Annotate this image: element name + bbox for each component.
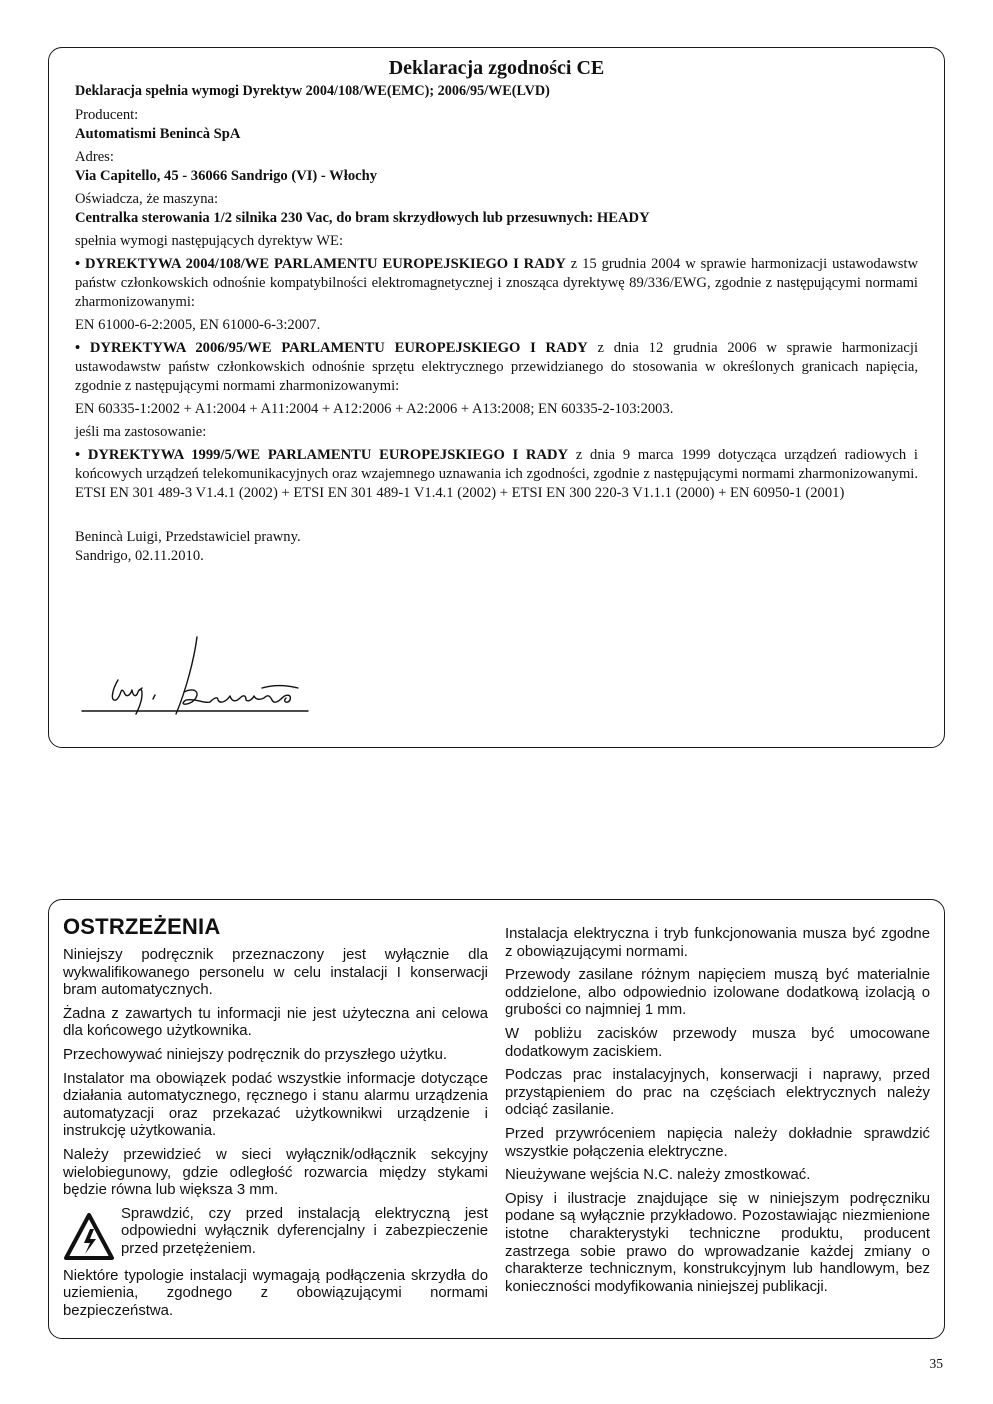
directive-2-norms: EN 60335-1:2002 + A1:2004 + A11:2004 + A12:2006 + A2:2006 + A13:2008; EN 60335-2-103:2003. — [75, 401, 674, 417]
hazard-warning — [63, 1206, 488, 1262]
machine-block — [75, 190, 918, 228]
warning-paragraph: Przed przywróceniem napięcia należy dokładnie sprawdzić wszystkie połączenia elektryczne. — [505, 1125, 930, 1160]
warning-paragraph: W pobliżu zacisków przewody musza być umocowane dodatkowym zaciskiem. — [505, 1025, 930, 1060]
warnings-box — [48, 899, 945, 1339]
warning-paragraph: Przechowywać niniejszy podręcznik do przyszłego użytku. — [63, 1046, 448, 1063]
machine-value: Centralka sterowania 1/2 silnika 230 Vac, do bram skrzydłowych lub przesuwnych: HEADY — [75, 210, 650, 226]
warning-paragraph: Opisy i ilustracje znajdujące się w niniejszym podręczniku podane są wyłącznie przykładowo. Pozostawiając niezmienione istotne charakterystyki techniczne produktu, producent zastrzega sobie prawo do wprowadzanie każdej zmiany o charakterze technicznym, konstrukcyjnym lub handlowym, bez konieczności modyfikowania niniejszej publikacji. — [505, 1190, 930, 1295]
warnings-left-column — [63, 947, 488, 1327]
directive-2 — [75, 339, 918, 396]
address-value: Via Capitello, 45 - 36066 Sandrigo (VI) - Włochy — [75, 168, 378, 184]
warning-paragraph: Niniejszy podręcznik przeznaczony jest wyłącznie dla wykwalifikowanego personelu w celu instalacji I konserwacji bram automatycznych. — [63, 947, 488, 999]
warning-paragraph: Nieużywane wejścia N.C. należy zmostkować. — [505, 1167, 811, 1184]
warning-paragraph: Instalator ma obowiązek podać wszystkie informacje dotyczące działania automatycznego, ręcznego i stanu alarmu urządzenia automatyzacji oraz przekazać użytkownikwi urządzenie i instrukcję użytkowania. — [63, 1070, 488, 1140]
electric-hazard-icon — [63, 1212, 115, 1262]
machine-label: Oświadcza, że maszyna: — [75, 191, 219, 207]
producer-name: Automatismi Benincà SpA — [75, 126, 241, 142]
signature-image — [80, 630, 320, 720]
directive-3-text: z dnia 9 marca 1999 dotycząca urządzeń radiowych i końcowych urządzeń telekomunikacyjnych oraz wzajemnego uznawania ich zgodności, zgodnie z następującymi normami zharmonizowanymi. ETSI EN 301 489-3 V1.4.1 (2002) + ETSI EN 301 489-1 V1.4.1 (2002) + ETSI EN 300 220-3 V1.1.1 (2000) + EN 60950-1 (2001) — [75, 447, 918, 501]
declaration-title: Deklaracja zgodności CE — [388, 57, 605, 79]
directive-1-norms: EN 61000-6-2:2005, EN 61000-6-3:2007. — [75, 317, 321, 333]
directive-2-head: • DYREKTYWA 2006/95/WE PARLAMENTU EUROPEJSKIEGO I RADY — [75, 340, 588, 356]
address-block — [75, 148, 918, 186]
representative: Benincà Luigi, Przedstawiciel prawny. — [75, 529, 301, 545]
directive-2-text: z dnia 12 grudnia 2006 w sprawie harmonizacji ustawodawstw państw członkowskich odnośnie sprzętu elektrycznego przewidzianego do stosowania w określonych granicach napięcia, zgodnie z następującymi normami zharmonizowanymi: — [75, 340, 918, 394]
producer-block — [75, 106, 918, 144]
producer-label: Producent: — [75, 107, 139, 123]
warning-paragraph: Niektóre typologie instalacji wymagają podłączenia skrzydła do uziemienia, zgodnego z obowiązującymi normami bezpieczeństwa. — [63, 1267, 488, 1319]
declaration-subtitle: Deklaracja spełnia wymogi Dyrektyw 2004/108/WE(EMC); 2006/95/WE(LVD) — [75, 83, 550, 99]
warning-paragraph: Żadna z zawartych tu informacji nie jest użyteczna ani celowa dla końcowego użytkownika. — [63, 1005, 488, 1040]
place-date: Sandrigo, 02.11.2010. — [75, 548, 204, 564]
directive-3 — [75, 446, 918, 503]
directive-1 — [75, 255, 918, 312]
page-number: 35 — [929, 1356, 943, 1371]
requirements-intro: spełnia wymogi następujących dyrektyw WE: — [75, 233, 344, 249]
directive-1-head: • DYREKTYWA 2004/108/WE PARLAMENTU EUROPEJSKIEGO I RADY — [75, 256, 566, 272]
warning-paragraph: Przewody zasilane różnym napięciem muszą być materialnie oddzielone, albo odpowiednio izolowane dodatkową izolacją o grubości co najmniej 1 mm. — [505, 967, 930, 1019]
warnings-title: OSTRZEŻENIA — [63, 914, 221, 939]
warning-paragraph: Podczas prac instalacyjnych, konserwacji i naprawy, przed przystąpieniem do prac na częściach elektrycznych należy odciąć zasilanie. — [505, 1067, 930, 1119]
warning-paragraph: Instalacja elektryczna i tryb funkcjonowania musza być zgodne z obowiązującymi normami. — [505, 926, 930, 960]
warnings-right-column — [505, 926, 930, 1327]
if-applicable: jeśli ma zastosowanie: — [75, 424, 207, 440]
address-label: Adres: — [75, 149, 114, 165]
directive-1-text: z 15 grudnia 2004 w sprawie harmonizacji ustawodawstw państw członkowskich odnośnie kompatybilności elektromagnetycznej i znosząca dyrektywę 89/336/EWG, zgodnie z następującymi normami zharmonizowanymi: — [75, 256, 918, 310]
directive-3-head: • DYREKTYWA 1999/5/WE PARLAMENTU EUROPEJSKIEGO I RADY — [75, 447, 569, 463]
hazard-text: Sprawdzić, czy przed instalacją elektryczną jest odpowiedni wyłącznik dyferencjalny i zabezpieczenie przed przetężeniem. — [121, 1205, 488, 1257]
warning-paragraph: Należy przewidzieć w sieci wyłącznik/odłącznik sekcyjny wielobiegunowy, gdzie odległość rozwarcia między stykami będzie równa lub większa 3 mm. — [63, 1146, 488, 1199]
